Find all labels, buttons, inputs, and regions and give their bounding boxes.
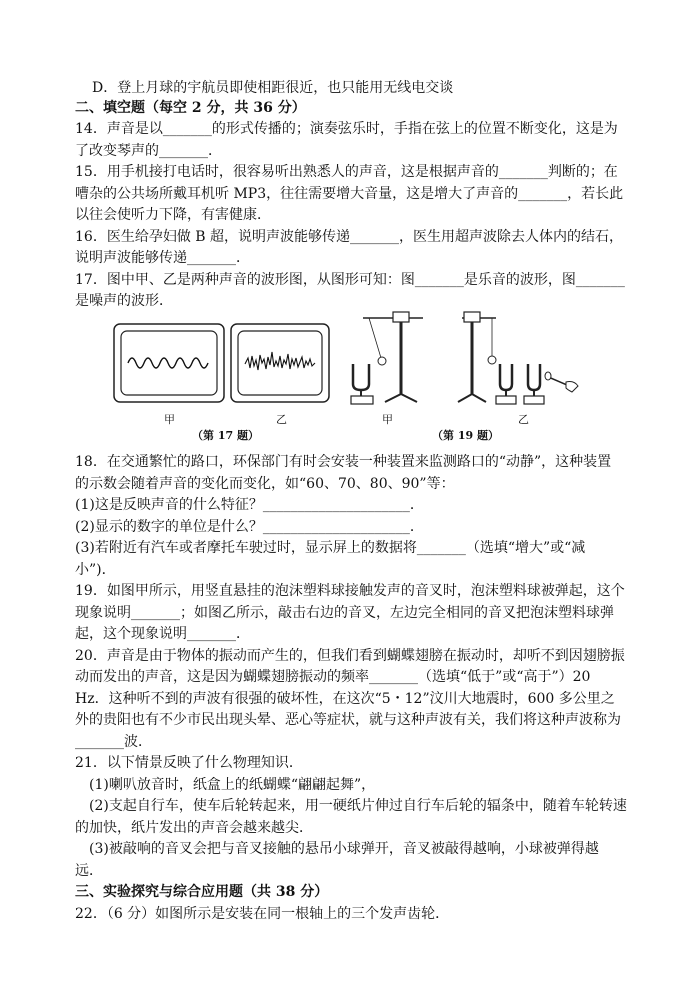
caption-fig17: （第 17 题） [192, 429, 259, 442]
q21-sub-2-cont: 的加快，纸片发出的声音会越来越尖． [75, 820, 313, 836]
q19-line-1: 19．如图甲所示，用竖直悬挂的泡沫塑料球接触发声的音叉时，泡沫塑料球被弹起，这个 [75, 583, 625, 599]
section-3-heading: 三、实验探究与综合应用题（共 38 分） [75, 884, 329, 900]
q14-line-2: 了改变琴声的_______． [75, 143, 222, 159]
q20-line-2: 动而发出的声音，这是因为蝴蝶翅膀振动的频率_______（选填“低于”或“高于”）20 [75, 669, 591, 685]
q20-line-1: 20．声音是由于物体的振动而产生的，但我们看到蝴蝶翅膀在振动时，却听不到因翅膀振 [75, 648, 625, 664]
q20-line-3: Hz．这种听不到的声波有很强的破坏性，在这次“5・12”汶川大地震时，600 多公里之 [75, 691, 615, 707]
label-fig17-yi: 乙 [276, 413, 287, 426]
q18-sub-3: (3)若附近有汽车或者摩托车驶过时，显示屏上的数据将_______（选填“增大”或“减 [75, 540, 586, 556]
q15-line-2: 嘈杂的公共场所戴耳机听 MP3，往往需要增大音量，这是增大了声音的_______，若长此 [75, 186, 624, 202]
q21-sub-3: (3)被敲响的音叉会把与音叉接触的悬吊小球弹开，音叉被敲得越响，小球被弹得越 [75, 841, 599, 857]
oscilloscope-yi [229, 322, 331, 404]
tuning-fork-yi [456, 306, 586, 410]
q19-line-2: 现象说明_______；如图乙所示，敲击右边的音叉，左边完全相同的音叉把泡沫塑料球弹 [75, 605, 614, 621]
q18-line-2: 的示数会随着声音的变化而变化，如“60、70、80、90”等： [75, 476, 455, 492]
q18-sub-2: (2)显示的数字的单位是什么？_____________________． [75, 519, 424, 535]
q18-line-1: 18．在交通繁忙的路口，环保部门有时会安装一种装置来监测路口的“动静”，这种装置 [75, 454, 612, 470]
oscilloscope-jia [112, 322, 226, 404]
q16-line-1: 16．医生给孕妇做 B 超，说明声波能够传递_______，医生用超声波除去人体内的结石， [75, 229, 624, 245]
label-fig19-yi: 乙 [518, 413, 529, 426]
q16-line-2: 说明声波能够传递_______． [75, 250, 250, 266]
q14-line-1: 14．声音是以_______的形式传播的；演奏弦乐时，手指在弦上的位置不断变化，这是为 [75, 121, 618, 137]
q19-line-3: 起，这个现象说明_______． [75, 626, 250, 642]
q22-line-1: 22．（6 分）如图所示是安装在同一根轴上的三个发声齿轮． [75, 906, 450, 922]
label-fig17-jia: 甲 [164, 413, 175, 426]
tuning-fork-jia [343, 306, 453, 410]
q21-sub-3-cont: 远． [75, 863, 103, 879]
label-fig19-jia: 甲 [382, 413, 393, 426]
q18-sub-3-cont: 小”)． [75, 562, 116, 578]
caption-fig19: （第 19 题） [432, 429, 499, 442]
section-2-heading: 二、填空题（每空 2 分，共 36 分） [75, 100, 306, 116]
q20-line-5: _______波． [75, 734, 152, 750]
q21-sub-1: (1)喇叭放音时，纸盒上的纸蝴蝶“翩翩起舞”， [75, 777, 376, 793]
option-d-line: D．登上月球的宇航员即使相距很近，也只能用无线电交谈 [78, 80, 454, 96]
q17-line-1: 17．图中甲、乙是两种声音的波形图，从图形可知：图_______是乐音的波形，图_______ [75, 272, 625, 288]
q20-line-4: 外的贵阳也有不少市民出现头晕、恶心等症状，就与这种声波有关，我们将这种声波称为 [75, 712, 621, 728]
q21-sub-2: (2)支起自行车，使车后轮转起来，用一硬纸片伸过自行车后轮的辐条中，随着车轮转速 [75, 798, 627, 814]
q18-sub-1: (1)这是反映声音的什么特征？_____________________． [75, 497, 424, 513]
q15-line-1: 15．用手机接打电话时，很容易听出熟悉人的声音，这是根据声音的_______判断的；在 [75, 164, 618, 180]
q21-line-1: 21．以下情景反映了什么物理知识． [75, 755, 303, 771]
q17-line-2: 是噪声的波形． [75, 293, 173, 309]
q15-line-3: 以往会使听力下降，有害健康． [75, 207, 271, 223]
